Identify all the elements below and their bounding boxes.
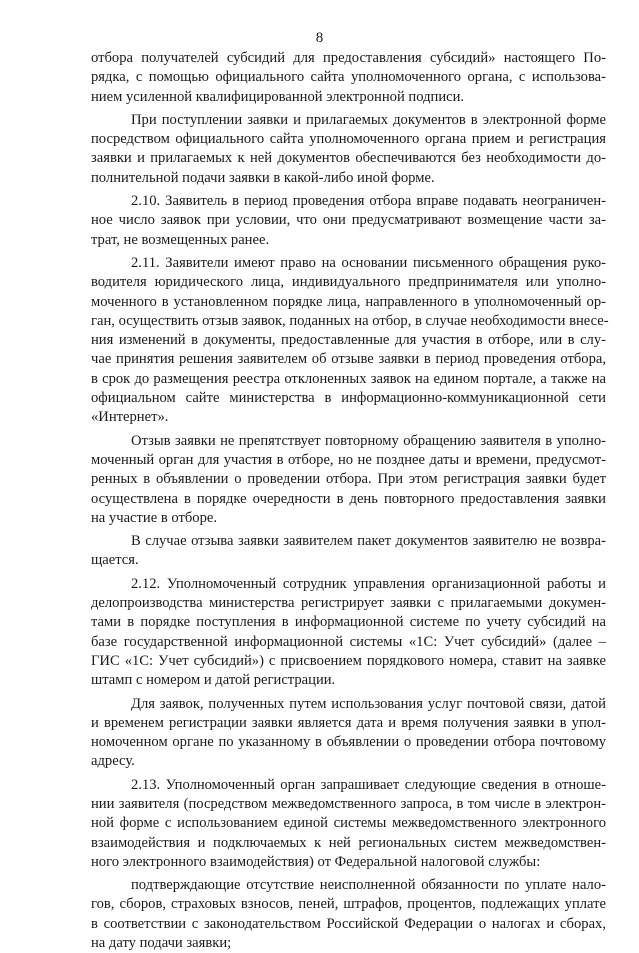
paragraph [91,49,606,107]
text-line: штамп с номером и датой регистрации. [91,672,336,689]
text-line: рядка, с помощью официального сайта уполномоченного органа, с использова- [91,69,606,86]
paragraph [91,695,606,772]
paragraph [91,876,606,953]
text-line: В случае отзыва заявки заявителем пакет документов заявителю не возвра- [131,533,606,550]
text-line: осуществлена в порядке очередности в день повторного предоставления заявки [91,490,606,507]
text-line: нии заявителя (посредством межведомственного запроса, в том числе в электрон- [91,795,606,812]
text-line: трат, не возмещенных ранее. [91,231,270,248]
paragraph [91,254,609,428]
text-line: посредством официального сайта уполномоченного органа прием и регистрация [91,131,606,148]
text-line: ган, осуществить отзыв заявок, поданных на отбор, в случае необходимости внесе- [91,312,609,329]
text-line: подтверждающие отсутствие неисполненной обязанности по уплате нало- [131,877,606,894]
text-line: базе государственной информационной системы «1С: Учет субсидий» (далее – [91,633,606,650]
text-line: ное число заявок при условии, что они предусматривают возмещение части за- [91,212,606,229]
document-body [91,49,609,953]
text-line: тами в порядке поступления в информационной системе по учету субсидий на [91,614,606,631]
paragraph [91,575,606,691]
text-line: в соответствии с законодательством Российской Федерации о налогах и сборах, [91,915,606,932]
text-line: щается. [91,552,139,569]
text-line: 2.11. Заявители имеют право на основании письменного обращения руко- [131,254,606,271]
text-line: Отзыв заявки не препятствует повторному обращению заявителя в уполно- [131,432,606,449]
text-line: ного электронного взаимодействия) от Федеральной налоговой службы: [91,853,541,870]
paragraph [91,776,606,872]
text-line: ренных в объявлении о проведении отбора. При этом регистрация заявки будет [91,471,606,488]
text-line: «Интернет». [91,409,169,426]
text-line: в срок до размещения реестра отклоненных заявок на едином портале, а также на [91,370,606,387]
text-line: водителя юридического лица, индивидуального предпринимателя или уполно- [91,274,606,291]
text-line: официальном сайте министерства в информационно-коммуникационной сети [91,390,606,407]
text-line: делопроизводства министерства регистрирует заявки с прилагаемыми докумен- [91,595,606,612]
text-line: При поступлении заявки и прилагаемых документов в электронной форме [131,111,606,128]
text-line: адресу. [91,753,135,770]
text-line: ния изменений в документы, предоставленные для участия в отборе, или в слу- [91,332,606,349]
text-line: моченного в установленном порядке лица, направленного в уполномоченный ор- [91,293,606,310]
paragraph [91,192,606,250]
text-line: полнительной подачи заявки в какой-либо иной форме. [91,169,435,186]
page-number: 8 [315,30,324,46]
text-line: Для заявок, полученных путем использования услуг почтовой связи, датой [131,695,606,712]
text-line: ной форме с использованием единой системы межведомственного электронного [91,815,606,832]
text-line: 2.12. Уполномоченный сотрудник управления организационной работы и [131,575,606,592]
text-line: моченный орган для участия в отборе, но не позднее даты и времени, предусмот- [91,451,606,468]
text-line: отбора получателей субсидий для предоставления субсидий» настоящего По- [91,50,606,66]
text-line: номоченном органе по указанному в объявлении о проведении отбора почтовому [91,734,606,751]
text-line: на участие в отборе. [91,509,218,526]
text-line: чае принятия решения заявителем об отзыве заявки в период проведения отбора, [91,351,606,368]
paragraph [91,532,606,571]
text-line: гов, сборов, страховых взносов, пеней, штрафов, процентов, подлежащих уплате [91,896,606,913]
text-line: и временем регистрации заявки является дата и время получения заявки в упол- [91,714,606,731]
text-line: на дату подачи заявки; [91,935,232,952]
paragraph [91,432,606,528]
text-line: заявки и прилагаемых к ней документов обеспечиваются без необходимости до- [91,150,606,167]
text-line: нием усиленной квалифицированной электронной подписи. [91,88,465,105]
text-line: 2.13. Уполномоченный орган запрашивает следующие сведения в отноше- [131,776,606,793]
text-line: ГИС «1С: Учет субсидий») с присвоением порядкового номера, ставит на заявке [91,652,606,669]
text-line: взаимодействия и подключаемых к ней региональных систем межведомствен- [91,834,606,851]
paragraph [91,111,606,188]
text-line: 2.10. Заявитель в период проведения отбора вправе подавать неограничен- [131,193,606,210]
